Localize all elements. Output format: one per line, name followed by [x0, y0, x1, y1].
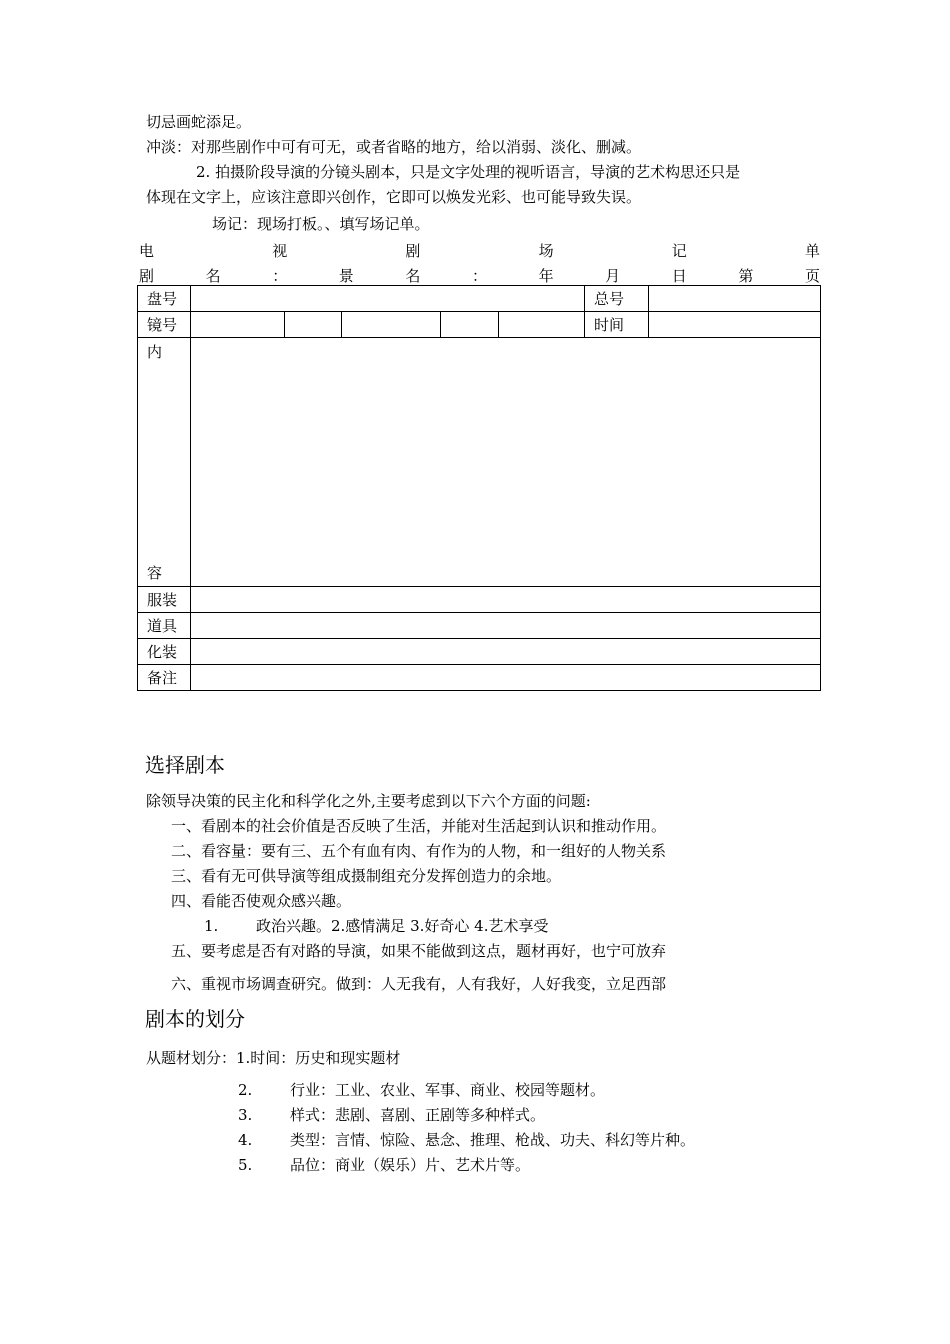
notes-field[interactable] — [191, 665, 821, 691]
list-number: 2. — [238, 1081, 253, 1099]
form-title-char: 剧 — [405, 242, 421, 260]
costume-field[interactable] — [191, 587, 821, 613]
reel-field[interactable] — [191, 286, 585, 312]
intro-line: 场记：现场打板。、填写场记单。 — [212, 215, 430, 233]
form-meta-char: ： — [272, 267, 288, 285]
list-item — [238, 1080, 605, 1100]
list-item-text: 类型：言情、惊险、悬念、推理、枪战、功夫、科幻等片种。 — [290, 1131, 696, 1149]
notes-label: 备注 — [138, 665, 191, 691]
content-label — [138, 338, 191, 587]
form-title-char: 场 — [538, 242, 554, 260]
form-title-char: 电 — [139, 242, 155, 260]
reel-label: 盘号 — [138, 286, 191, 312]
shot-label: 镜号 — [138, 312, 191, 338]
props-field[interactable] — [191, 613, 821, 639]
list-item: 六、重视市场调查研究。做到：人无我有，人有我好，人好我变，立足西部 — [171, 975, 667, 993]
form-meta-char: 页 — [804, 267, 820, 285]
continuity-log-table — [137, 285, 821, 691]
section-intro: 从题材划分：1.时间：历史和现实题材 — [146, 1049, 401, 1067]
props-label: 道具 — [138, 613, 191, 639]
list-item: 二、看容量：要有三、五个有血有肉、有作为的人物，和一组好的人物关系 — [171, 842, 667, 860]
section-intro: 除领导决策的民主化和科学化之外,主要考虑到以下六个方面的问题: — [146, 792, 591, 810]
form-meta-char: 月 — [605, 267, 621, 285]
shot-field[interactable] — [499, 312, 585, 338]
makeup-label: 化装 — [138, 639, 191, 665]
form-meta-char: 日 — [671, 267, 687, 285]
content-label-top: 内 — [147, 343, 163, 361]
list-subitem — [204, 916, 548, 936]
form-meta-char: 年 — [538, 267, 554, 285]
content-label-bottom: 容 — [147, 564, 163, 582]
shot-field[interactable] — [285, 312, 342, 338]
form-meta-char: 剧 — [139, 267, 155, 285]
form-title-char: 单 — [804, 242, 820, 260]
intro-line: 体现在文字上，应该注意即兴创作，它即可以焕发光彩、也可能导致失误。 — [146, 188, 642, 206]
total-field[interactable] — [649, 286, 821, 312]
time-field[interactable] — [649, 312, 821, 338]
list-item: 五、要考虑是否有对路的导演，如果不能做到这点，题材再好，也宁可放弃 — [171, 942, 667, 960]
form-title-char: 视 — [272, 242, 288, 260]
makeup-field[interactable] — [191, 639, 821, 665]
form-meta-char: ： — [471, 267, 487, 285]
form-title — [139, 241, 820, 261]
total-label: 总号 — [585, 286, 649, 312]
list-number: 4. — [238, 1131, 253, 1149]
form-meta-char: 名 — [205, 267, 221, 285]
form-meta-char: 名 — [405, 267, 421, 285]
shot-field[interactable] — [441, 312, 499, 338]
costume-label: 服装 — [138, 587, 191, 613]
list-item-text: 品位：商业（娱乐）片、艺术片等。 — [290, 1156, 531, 1174]
form-meta-char: 景 — [338, 267, 354, 285]
list-item — [238, 1155, 530, 1175]
list-number: 3. — [238, 1106, 253, 1124]
list-item: 四、看能否使观众感兴趣。 — [171, 892, 352, 910]
time-label: 时间 — [585, 312, 649, 338]
content-field[interactable] — [191, 338, 821, 587]
intro-line: 2. 拍摄阶段导演的分镜头剧本，只是文字处理的视听语言，导演的艺术构思还只是 — [196, 163, 741, 181]
list-number: 1. — [204, 917, 219, 935]
form-meta-char: 第 — [738, 267, 754, 285]
intro-line: 冲淡：对那些剧作中可有可无，或者省略的地方，给以消弱、淡化、删减。 — [146, 138, 642, 156]
shot-field[interactable] — [342, 312, 441, 338]
list-item — [238, 1105, 545, 1125]
list-item-text: 样式：悲剧、喜剧、正剧等多种样式。 — [290, 1106, 546, 1124]
list-item-text: 行业：工业、农业、军事、商业、校园等题材。 — [290, 1081, 606, 1099]
list-subitem-text: 政治兴趣。2.感情满足 3.好奇心 4.艺术享受 — [256, 917, 549, 935]
section-heading: 剧本的划分 — [145, 1007, 245, 1031]
list-item: 三、看有无可供导演等组成摄制组充分发挥创造力的余地。 — [171, 867, 562, 885]
intro-line: 切忌画蛇添足。 — [146, 113, 252, 131]
list-item: 一、看剧本的社会价值是否反映了生活，并能对生活起到认识和推动作用。 — [171, 817, 667, 835]
section-heading: 选择剧本 — [145, 753, 225, 777]
form-meta — [139, 266, 820, 286]
list-item — [238, 1130, 695, 1150]
shot-field[interactable] — [191, 312, 285, 338]
form-title-char: 记 — [671, 242, 687, 260]
list-number: 5. — [238, 1156, 253, 1174]
